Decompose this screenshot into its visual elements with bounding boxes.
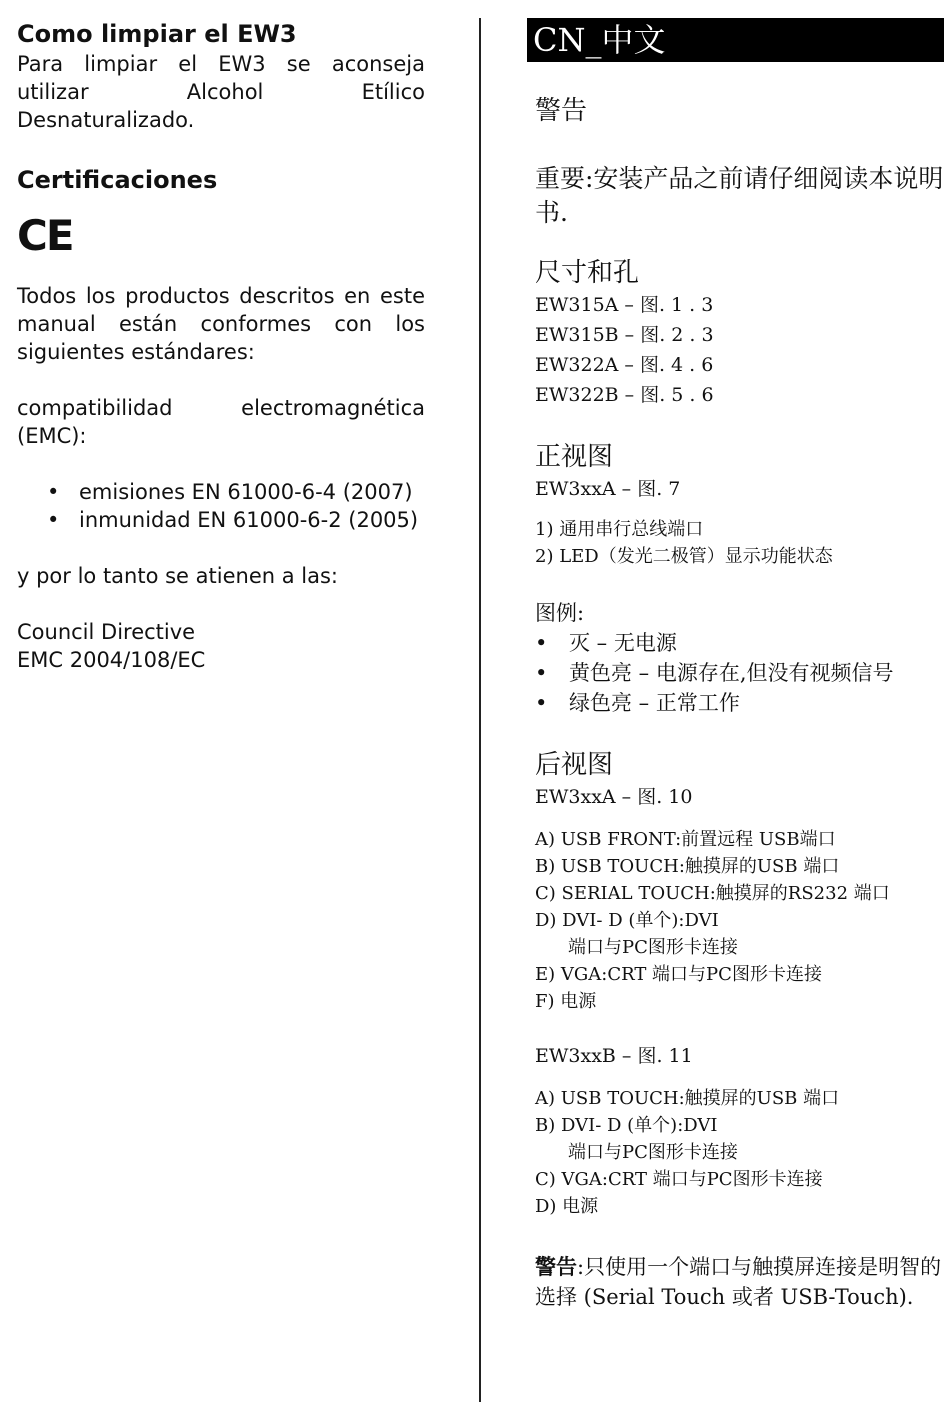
list-item: • 灭 – 无电源 [535,628,947,658]
final-warning-label: 警告 [535,1254,577,1279]
list-item: EW322B – 图. 5 . 6 [535,384,714,406]
list-item: C) VGA:CRT 端口与PC图形卡连接 [535,1169,823,1190]
list-item: B) DVI- D (单个):DVI [535,1115,718,1136]
list-item: EW315B – 图. 2 . 3 [535,324,714,346]
bullet-icon: • [535,661,548,685]
list-item: 端口与PC图形卡连接 [568,937,738,958]
list-item: A) USB FRONT:前置远程 USB端口 [535,829,836,850]
list-item: F) 电源 [535,991,597,1012]
list-item: A) USB TOUCH:触摸屏的USB 端口 [535,1088,840,1109]
language-header: CN_中文 [527,18,944,62]
list-item: • emisiones EN 61000-6-4 (2007) [17,478,425,506]
list-item: E) VGA:CRT 端口与PC图形卡连接 [535,964,822,985]
list-item: EW322A – 图. 4 . 6 [535,354,714,376]
bullet-icon: • [535,631,548,655]
ce-mark-icon: CE [17,211,73,260]
left-column [17,18,425,674]
list-item: 端口与PC图形卡连接 [568,1142,738,1163]
clean-heading: Como limpiar el EW3 [17,20,297,48]
list-item: EW315A – 图. 1 . 3 [535,294,714,316]
final-warning-text: :只使用一个端口与触摸屏连接是明智的选择 (Serial Touch 或者 USB-Touch). [535,1255,942,1309]
directive-line-1: Council Directive [17,620,196,644]
right-column [527,18,947,1312]
warning-heading: 警告 [535,96,588,126]
list-item: • 绿色亮 – 正常工作 [535,688,947,718]
list-item: 2) LED（发光二极管）显示功能状态 [535,546,833,567]
list-item: 1) 通用串行总线端口 [535,519,704,540]
dimensions-heading: 尺寸和孔 [535,258,640,288]
bullet-icon: • [47,508,60,532]
rear-view-a-list [527,826,947,1015]
list-item: D) DVI- D (单个):DVI [535,910,719,931]
rear-view-b-ref: EW3xxB – 图. 11 [535,1045,693,1067]
bullet-icon: • [535,691,548,715]
list-item: D) 电源 [535,1196,599,1217]
rear-view-heading: 后视图 [535,750,614,780]
rear-view-a-ref: EW3xxA – 图. 10 [535,786,693,808]
legend-list [527,628,947,718]
important-notice: 重要:安装产品之前请仔细阅读本说明书. [535,164,944,227]
legend-title: 图例: [535,601,585,625]
directive-line-2: EMC 2004/108/EC [17,648,206,672]
emc-paragraph: compatibilidad electromagnética (EMC): [17,396,425,448]
clean-paragraph: Para limpiar el EW3 se aconseja utilizar Alcohol Etílico Desnaturalizado. [17,52,425,132]
front-view-list [527,516,947,570]
dimensions-list [527,290,947,410]
atienen-text: y por lo tanto se atienen a las: [17,564,338,588]
front-view-ref: EW3xxA – 图. 7 [535,478,681,500]
front-view-heading: 正视图 [535,442,614,472]
rear-view-b-list [527,1085,947,1220]
list-item: B) USB TOUCH:触摸屏的USB 端口 [535,856,840,877]
final-warning [527,1252,947,1312]
column-divider [479,18,481,1402]
certifications-heading: Certificaciones [17,166,218,194]
standards-paragraph: Todos los productos descritos en este manual están conformes con los siguientes estándares: [17,284,425,364]
list-item: • 黄色亮 – 电源存在,但没有视频信号 [535,658,947,688]
bullet-icon: • [47,480,60,504]
standards-list [17,478,425,534]
list-item: C) SERIAL TOUCH:触摸屏的RS232 端口 [535,883,890,904]
list-item: • inmunidad EN 61000-6-2 (2005) [17,506,425,534]
